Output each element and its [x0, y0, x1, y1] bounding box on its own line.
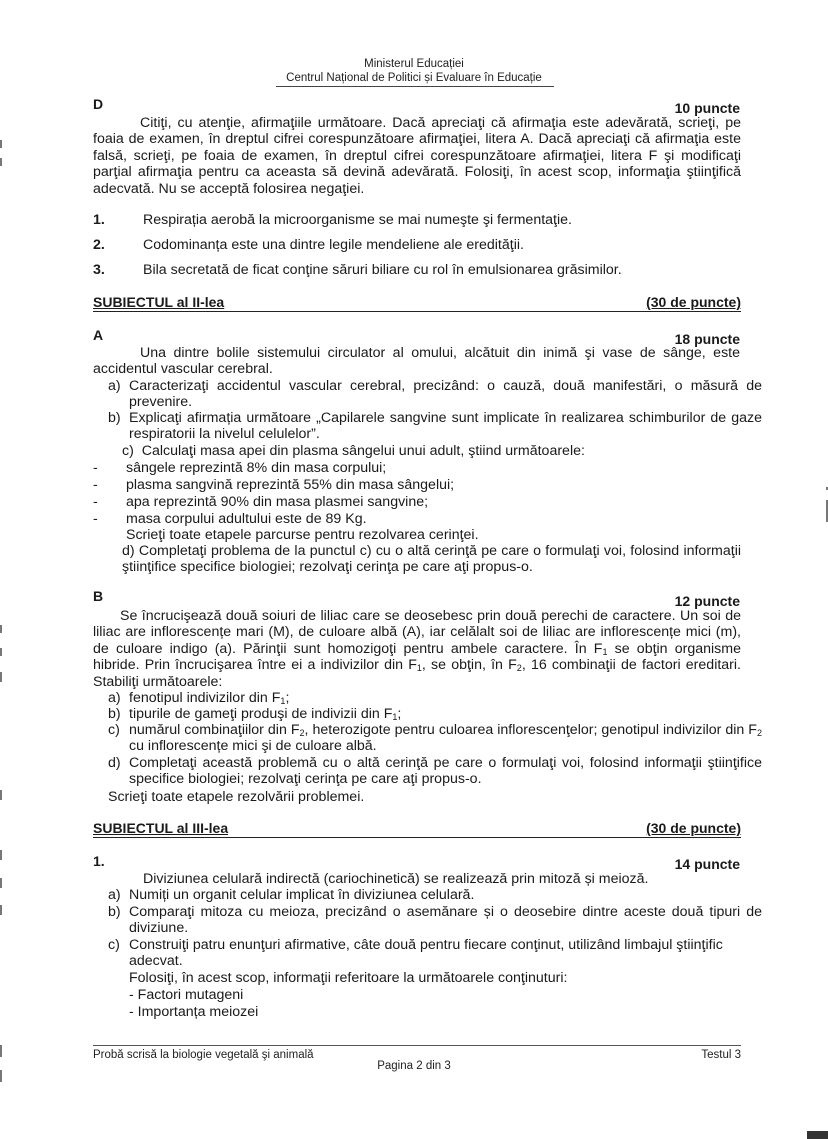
scan-mark: [0, 672, 2, 682]
scan-mark: [0, 878, 2, 888]
item-text: ;: [285, 690, 290, 706]
item-key: a): [108, 887, 121, 903]
item-key: a): [108, 690, 121, 706]
subscript: 1: [392, 712, 398, 722]
intro-text: , 16 combinaţii de factori ereditari. Stabiliţi următoarele:: [93, 657, 741, 690]
section-a-intro: [93, 345, 740, 378]
section-1-item-a: [108, 887, 762, 903]
section-a-item-c: [122, 443, 585, 459]
item-text: Explicaţi afirmația următoare „Capilarele sangvine sunt implicate în realizarea schimburilor de gaze respiratorii la nivelul celulelor”.: [129, 410, 762, 443]
item-text: numărul combinaţiilor din F: [129, 722, 300, 738]
section-a-write-steps: Scrieţi toate etapele parcurse pentru rezolvarea cerinţei.: [126, 527, 479, 543]
item-text: Calculaţi masa apei din plasma sângelui unui adult, ştiind următoarele:: [141, 443, 585, 459]
item-key: d): [108, 755, 121, 771]
condition-text: sângele reprezintă 8% din masa corpului;: [126, 460, 387, 476]
condition-text: plasma sangvină reprezintă 55% din masa sângelui;: [126, 477, 455, 493]
scan-mark: [0, 1070, 2, 1082]
item-key: a): [108, 378, 121, 394]
statement-number: 2.: [93, 237, 105, 253]
subject-2-heading: [93, 291, 741, 312]
section-1-intro: Diviziunea celulară indirectă (cariochinetică) se realizează prin mitoză și meioză.: [143, 871, 649, 887]
statement-number: 3.: [93, 262, 105, 278]
intro-text: , se obţin, în F: [421, 657, 517, 674]
condition-3: - apa reprezintă 90% din masa plasmei sangvine;: [93, 494, 429, 510]
item-text: Caracterizaţi accidentul vascular cerebral, precizând: o cauză, două manifestări, o măsură de prevenire.: [129, 378, 762, 411]
subject-2-points: (30 de puncte): [646, 294, 741, 310]
section-b-intro: [93, 608, 741, 690]
section-b-points: 12 puncte: [674, 593, 740, 609]
scan-mark: [0, 140, 2, 148]
subscript: 2: [299, 728, 305, 738]
scan-mark: [0, 648, 2, 656]
section-d-instructions: [93, 115, 741, 197]
scan-mark: [0, 905, 2, 915]
section-d-points: 10 puncte: [674, 100, 740, 116]
intro-text: Se încrucişează două soiuri de liliac care se deosebesc prin două perechi de caractere. Un soi de liliac are inflorescențe mari (M), de culoare albă (A), iar celălalt soi de liliac are inflorescențe mici (m), de culoare indigo (a). Părinţii sunt homozigoţi pentru ambele caractere. În F: [93, 608, 741, 657]
section-1-points: 14 puncte: [674, 856, 740, 872]
item-text: , heterozigote pentru culoarea inflorescenţelor; genotipul indivizilor din F: [304, 722, 757, 738]
item-text: tipurile de gameţi produşi de indivizii din F: [129, 706, 393, 722]
subject-3-points: (30 de puncte): [646, 820, 741, 836]
condition-4: - masa corpului adultului este de 89 Kg.: [93, 511, 367, 527]
header-center: Centrul Național de Politici și Evaluare în Educație: [286, 72, 542, 84]
section-b-item-a: [108, 690, 762, 706]
item-key: b): [108, 904, 121, 920]
subscript: 1: [602, 646, 608, 657]
item-key: c): [108, 722, 120, 738]
condition-text: apa reprezintă 90% din masa plasmei sangvine;: [126, 494, 429, 510]
condition-1: - sângele reprezintă 8% din masa corpului;: [93, 460, 387, 476]
section-b-item-c: [108, 722, 762, 755]
statement-1: [93, 212, 743, 229]
topic-1: - Factori mutageni: [129, 987, 244, 1003]
subscript: 2: [516, 663, 522, 674]
section-1-label: 1.: [93, 853, 105, 869]
statement-text: Respirația aerobă la microorganisme se mai numeşte şi fermentaţie.: [143, 212, 572, 228]
subject-3-title: SUBIECTUL al III-lea: [93, 820, 229, 836]
statement-text: Bila secretată de ficat conţine săruri biliare cu rol în emulsionarea grăsimilor.: [143, 262, 622, 278]
section-a-item-b: [108, 410, 762, 443]
subscript: 1: [416, 663, 422, 674]
section-a-label: A: [93, 327, 104, 343]
subscript: 2: [756, 728, 762, 738]
header-ministry: Ministerul Educației: [364, 58, 464, 70]
section-1-item-c: [108, 937, 729, 970]
item-key: b): [108, 410, 121, 426]
footer-divider: [93, 1045, 741, 1046]
subject-3-heading: [93, 817, 741, 838]
scan-mark: [0, 790, 2, 800]
item-text: Completaţi această problemă cu o altă cerinţă pe care o formulaţi voi, folosind informaţii ştiinţifice specifice biologiei; rezolvaţi cerinţa pe care aţi propus-o.: [129, 755, 762, 788]
section-1-item-b: [108, 904, 762, 937]
header-divider: [276, 86, 554, 87]
condition-text: masa corpului adultului este de 89 Kg.: [126, 511, 367, 527]
subscript: 1: [280, 696, 286, 706]
item-text: cu inflorescențe mici şi de culoare albă.: [129, 738, 377, 755]
item-key: c): [122, 443, 134, 459]
section-d-label: D: [93, 96, 104, 112]
intro-text: se obţin organisme hibride. Prin încrucişarea între ei a indivizilor din F: [93, 640, 741, 674]
subject-2-title: SUBIECTUL al II-lea: [93, 294, 225, 310]
topic-2: - Importanța meiozei: [129, 1004, 259, 1020]
section-b-item-d: [108, 755, 762, 788]
intro-text: Una dintre bolile sistemului circulator al omului, alcătuit din inimă şi vase de sânge, este accidentul vascular cerebral.: [93, 345, 740, 378]
item-text: Comparaţi mitoza cu meioza, precizând o asemănare și o deosebire dintre aceste două tipuri de diviziune.: [129, 904, 762, 937]
statement-number: 1.: [93, 212, 105, 228]
item-text: Numiți un organit celular implicat în diviziunea celulară.: [129, 887, 475, 903]
item-text: Construiţi patru enunţuri afirmative, câte două pentru fiecare conţinut, utilizând limbajul ştiinţific adecvat.: [129, 937, 723, 970]
scan-mark: [0, 625, 2, 633]
item-text: ;: [397, 706, 402, 722]
section-b-label: B: [93, 588, 104, 604]
item-key: b): [108, 706, 121, 722]
scan-mark: [0, 158, 2, 166]
condition-2: - plasma sangvină reprezintă 55% din masa sângelui;: [93, 477, 455, 493]
statement-3: [93, 262, 743, 279]
section-a-item-d: [122, 543, 741, 576]
section-a-item-a: [108, 378, 762, 411]
scan-mark: [0, 850, 2, 860]
item-text: fenotipul indivizilor din F: [129, 690, 281, 706]
scan-corner-mark: [807, 1131, 828, 1139]
scan-mark: [0, 1045, 2, 1057]
statement-text: Codominanța este una dintre legile mendeliene ale eredităţii.: [143, 237, 524, 253]
section-1-use-info: Folosiţi, în acest scop, informaţii referitoare la următoarele conţinuturi:: [129, 970, 568, 986]
section-b-item-b: [108, 706, 762, 722]
footer-page-number: Pagina 2 din 3: [377, 1060, 451, 1072]
section-a-points: 18 puncte: [674, 331, 740, 347]
instructions-text: Citiţi, cu atenţie, afirmaţiile următoare. Dacă apreciaţi că afirmaţia este adevărată, scrieţi, pe foaia de examen, în dreptul cifrei corespunzătoare afirmaţiei, litera A. Dacă apreciaţi că afirmaţia este falsă, scrieţi, pe foaia de examen, în dreptul cifrei corespunzătoare afirmaţiei, litera F şi modificaţi parţial afirmaţia pentru ca aceasta să devină adevărată. Folosiţi, în acest scop, informaţia ştiinţifică adecvată. Nu se acceptă folosirea negaţiei.: [93, 115, 741, 197]
section-b-write-steps: Scrieţi toate etapele rezolvării problemei.: [108, 789, 365, 805]
item-key: c): [108, 937, 120, 953]
item-text: d) Completaţi problema de la punctul c) cu o altă cerinţă pe care o formulaţi voi, folosind informaţii ştiinţifice specifice biologiei; rezolvaţi cerinţa pe care aţi propus-o.: [122, 543, 741, 576]
statement-2: [93, 237, 743, 254]
footer-test-number: Testul 3: [701, 1049, 741, 1061]
footer-exam-title: Probă scrisă la biologie vegetală şi animală: [93, 1049, 314, 1061]
